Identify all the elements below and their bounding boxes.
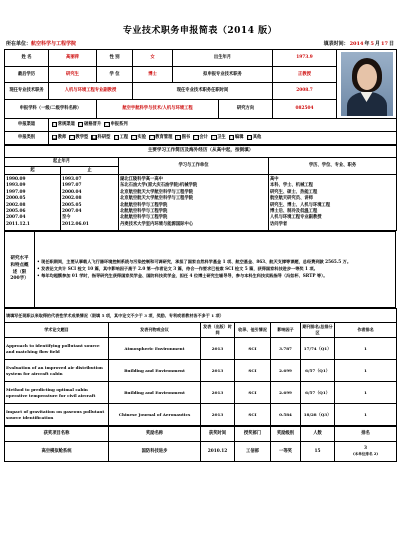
table-row	[5, 404, 397, 426]
category-option[interactable]: □ 工程	[114, 134, 129, 141]
series-option[interactable]: □ 破格晋升	[79, 121, 102, 128]
category-option[interactable]: □ 编辑	[229, 134, 244, 141]
date-label: 填表时间：	[323, 41, 349, 47]
checkbox-checked-icon: ■	[92, 134, 96, 139]
resume-end: 2000.04	[62, 189, 82, 195]
resume-role: 人机与环境工程专业副教授	[270, 215, 322, 221]
resume-end: 2005.05	[62, 202, 82, 208]
checkbox-icon: □	[247, 134, 251, 139]
award-title: 国防科技进步	[109, 442, 201, 462]
resume-role-list	[269, 175, 397, 231]
form-meta	[4, 38, 396, 49]
table-row	[5, 442, 397, 462]
paper-date: 2013	[201, 338, 235, 360]
degree-value: 博士	[133, 66, 173, 83]
subject-label: 申报学科（一级/二级学科名称）	[5, 99, 97, 118]
checkbox-icon: □	[105, 121, 109, 126]
papers-col-rank: 期刊排名/总排分区	[301, 323, 335, 338]
birth-label: 出生年月	[173, 50, 273, 67]
resume-unit-list	[119, 175, 269, 231]
resume-end: 2007.04	[62, 208, 82, 214]
paper-date: 2013	[201, 382, 235, 404]
resume-role-label: 学历、学位、专业、职务	[269, 158, 397, 175]
staff-id: 082504	[273, 99, 337, 118]
category-option[interactable]: □ 图书	[176, 134, 191, 141]
unit-line	[6, 40, 76, 48]
date-day: 17	[381, 41, 388, 47]
resume-role: 本科、学士、机械工程	[270, 183, 313, 189]
paper-if: 2.699	[271, 382, 301, 404]
table-row	[5, 360, 397, 382]
resume-unit: 丹麦技术大学室内环境与能源国际中心	[120, 221, 194, 227]
papers-table	[4, 308, 397, 426]
awards-col-count: 人数	[301, 427, 335, 442]
date-line	[323, 40, 394, 48]
table-row	[5, 382, 397, 404]
paper-rank: 18/28（Q3）	[301, 404, 335, 426]
applicant-photo	[341, 52, 393, 116]
resume-unit: 东北石油大学(原大庆石油学院)机械学院	[120, 183, 198, 189]
category-option[interactable]: ■ 教师	[52, 134, 67, 141]
papers-col-title: 学术论文题目	[5, 323, 109, 338]
checkbox-icon: □	[212, 134, 216, 139]
resume-table	[4, 145, 397, 231]
resume-unit: 北航航空科学与工程学院	[120, 215, 168, 221]
date-year-unit: 年	[364, 41, 370, 47]
resume-end: 1997.07	[62, 183, 82, 189]
unit-value: 航空科学与工程学院	[31, 41, 77, 47]
resume-unit: 北京航空航天大学航空科学与工程学院	[120, 189, 194, 195]
achievement-paragraph: • 每年均超额参加 01 学时，指导研究生获得国家奖学金、国防科技奖学金，担任 4 位博士研究生辅导导，参与本科生科技实践指导（冯如杯、SRTP 等）。	[37, 272, 328, 278]
series-option[interactable]: □ 申报系列	[105, 121, 128, 128]
awards-table	[4, 426, 397, 462]
award-rank	[335, 442, 397, 462]
checkbox-icon: □	[150, 134, 154, 139]
date-year: 2014	[349, 41, 364, 47]
checkbox-icon: □	[176, 134, 180, 139]
checkbox-icon: □	[52, 121, 56, 126]
checkbox-checked-icon: ■	[52, 134, 56, 139]
paper-journal: Atmospheric Environment	[109, 338, 201, 360]
direction-label: 研究方向	[219, 99, 273, 118]
resume-end: 2002.08	[62, 196, 82, 202]
tier-value: 正教授	[273, 66, 337, 83]
photo-cell	[337, 50, 397, 119]
checkbox-icon: □	[79, 121, 83, 126]
category-option[interactable]: ■ 科研型	[92, 134, 111, 141]
award-rank-value: 3	[364, 446, 367, 452]
achievement-paragraph: • 发表论文共计 SCI 检文 10 篇，其中影响因子高于 2.0 第一作者论文 3 篇，待合一作要求已检索 SCI 检文 5 篇，获得国家科技进步一等奖 1 项。	[37, 266, 318, 272]
resume-end: 1993.07	[62, 176, 82, 182]
award-rank-note: (本单位排名 2)	[352, 451, 379, 456]
degree-label: 学 位	[97, 66, 133, 83]
resume-role: 研究生、硕士、热能工程	[270, 189, 318, 195]
award-name: 高空模拟舱系统	[5, 442, 109, 462]
awards-col-award: 奖励名称	[109, 427, 201, 442]
category-option[interactable]: □ 实验	[132, 134, 146, 141]
application-form	[4, 0, 396, 462]
resume-end-list	[61, 175, 119, 231]
category-options	[49, 132, 397, 145]
gender-value: 女	[133, 50, 173, 67]
category-option[interactable]: □ 卫生	[212, 134, 226, 141]
papers-section-title: 请填写任现职以来取得的代表性学术成果情况（限填 5 项，其中论文不少于 3 项，奖励、专利或者教材各不多于 1 项）	[5, 309, 397, 323]
resume-unit-label: 学习与工作单位	[119, 158, 269, 175]
resume-start: 2000.05	[6, 196, 26, 202]
papers-col-date: 发表（出版）时间	[201, 323, 235, 338]
award-count: 15	[301, 442, 335, 462]
resume-role: 航空航天研究员、讲师	[270, 196, 313, 202]
category-label: 申报类别	[5, 132, 49, 145]
form-title: 专业技术职务申报简表（2014 版）	[122, 26, 278, 36]
resume-section-title: 主要学习工作简历及海外经历（从高中起，按倒填）	[5, 146, 397, 158]
resume-end: 2012.06.01	[62, 221, 89, 227]
series-label: 申报渠道	[5, 119, 49, 132]
tier-label: 拟申报专业技术职务	[173, 66, 273, 83]
cur-pos-value: 人机与环境工程专业副教授	[49, 83, 133, 100]
category-option[interactable]: □ 教学型	[70, 134, 89, 141]
papers-col-index: 收录、他引情况	[235, 323, 271, 338]
paper-title: Impact of gravitation on gaseous pollutant source identification	[5, 404, 109, 426]
paper-author: 1	[335, 404, 397, 426]
cur-pos-label: 现任专业技术职务	[5, 83, 49, 100]
checkbox-icon: □	[114, 134, 118, 139]
paper-if: 3.787	[271, 338, 301, 360]
checkbox-icon: □	[70, 134, 74, 139]
paper-author: 1	[335, 338, 397, 360]
paper-index: SCI	[235, 338, 271, 360]
paper-rank: 6/57（Q1）	[301, 360, 335, 382]
papers-col-if: 影响因子	[271, 323, 301, 338]
resume-unit: 北航航空科学与工程学院	[120, 202, 168, 208]
paper-if: 2.699	[271, 360, 301, 382]
paper-index: SCI	[235, 404, 271, 426]
awards-col-rank: 排名	[335, 427, 397, 442]
awards-col-name: 获奖项目名称	[5, 427, 109, 442]
achievements-table	[4, 231, 396, 308]
resume-role: 高中	[270, 176, 279, 182]
resume-start: 2002.08	[6, 202, 26, 208]
paper-journal: Building and Environment	[109, 382, 201, 404]
achievements-label: 研究水平 和特点概 述（限 200字）	[5, 232, 35, 308]
resume-unit: 北京航空航天大学航空科学与工程学院	[120, 196, 194, 202]
award-level: 一等奖	[271, 442, 301, 462]
resume-start: 1990.09	[6, 176, 26, 182]
resume-unit: 湖北江陵科学高一高中	[120, 176, 163, 182]
paper-title: Method to predicting optimal cabin operative temperature for civil aircraft	[5, 382, 109, 404]
paper-date: 2013	[201, 360, 235, 382]
date-day-unit: 日	[388, 41, 394, 47]
paper-journal: Chinese Journal of Aeronautics	[109, 404, 201, 426]
papers-col-journal: 发表刊物或会议	[109, 323, 201, 338]
checkbox-icon: □	[229, 134, 234, 139]
series-options	[49, 119, 397, 132]
resume-role: 博士后、制冷及低温工程	[270, 208, 318, 214]
papers-col-author: 作者排名	[335, 323, 397, 338]
resume-start: 2011.12.1	[6, 221, 30, 227]
resume-end: 至今	[62, 215, 71, 221]
paper-title: Evaluation of an improved air distribution system for aircraft cabin	[5, 360, 109, 382]
paper-if: 0.584	[271, 404, 301, 426]
name-label: 姓 名	[5, 50, 49, 67]
paper-index: SCI	[235, 360, 271, 382]
checkbox-icon: □	[194, 134, 198, 139]
paper-rank: 17/74（Q1）	[301, 338, 335, 360]
personal-table	[4, 49, 397, 145]
table-row	[5, 338, 397, 360]
resume-start: 1993.09	[6, 183, 26, 189]
paper-journal: Building and Environment	[109, 360, 201, 382]
cur-date-label: 现任专业技术职务任职时间	[133, 83, 273, 100]
paper-date: 2013	[201, 404, 235, 426]
gender-label: 性 别	[97, 50, 133, 67]
paper-author: 1	[335, 360, 397, 382]
resume-role: 研究生、博士、人机与环境工程	[270, 202, 331, 208]
paper-index: SCI	[235, 382, 271, 404]
resume-start-list	[5, 175, 61, 231]
awards-col-level: 奖励级别	[271, 427, 301, 442]
unit-label: 所在单位：	[6, 41, 32, 47]
category-option[interactable]: □ 会计	[194, 134, 208, 141]
award-date: 2010.12	[201, 442, 235, 462]
cur-date-value: 2008.7	[273, 83, 337, 100]
awards-col-dept: 授奖部门	[235, 427, 271, 442]
subject-value: 航空宇航科学与技术/人机与环境工程	[97, 99, 219, 118]
date-month-unit: 月	[375, 41, 381, 47]
award-dept: 工信部	[235, 442, 271, 462]
date-month: 5	[370, 41, 374, 47]
resume-end-label: 止	[61, 167, 119, 175]
resume-start-label: 起	[5, 167, 61, 175]
awards-col-date: 获奖时间	[201, 427, 235, 442]
achievement-paragraph: • 现任职期间，主要从事载人飞行器环境控制系统与污染控制和可调研究，承担了国家自然科学基金 1 项、航空基金、863、航天支撑等课题，总经费到款 2565.5 万。	[37, 259, 352, 265]
resume-unit: 北航航空科学与工程学院	[120, 208, 168, 214]
edu-label: 最后学历	[5, 66, 49, 83]
achievements-text	[35, 232, 396, 308]
paper-author: 1	[335, 382, 397, 404]
paper-title: Approach to identifying pollutant source and matching flow field	[5, 338, 109, 360]
name-value: 高丽萍	[49, 50, 97, 67]
checkbox-icon: □	[132, 134, 136, 139]
category-option[interactable]: □ 教育管理	[150, 134, 173, 141]
edu-value: 研究生	[49, 66, 97, 83]
resume-start: 2005.06	[6, 208, 26, 214]
resume-role: 访问学者	[270, 221, 288, 227]
series-option[interactable]: □ 常规渠道	[52, 121, 75, 128]
paper-rank: 6/57（Q1）	[301, 382, 335, 404]
resume-start: 2007.04	[6, 215, 26, 221]
resume-time-label: 起止年月	[5, 158, 119, 167]
resume-start: 1997.09	[6, 189, 26, 195]
birth-value: 1973.9	[273, 50, 337, 67]
category-option[interactable]: □ 其他	[247, 134, 262, 141]
